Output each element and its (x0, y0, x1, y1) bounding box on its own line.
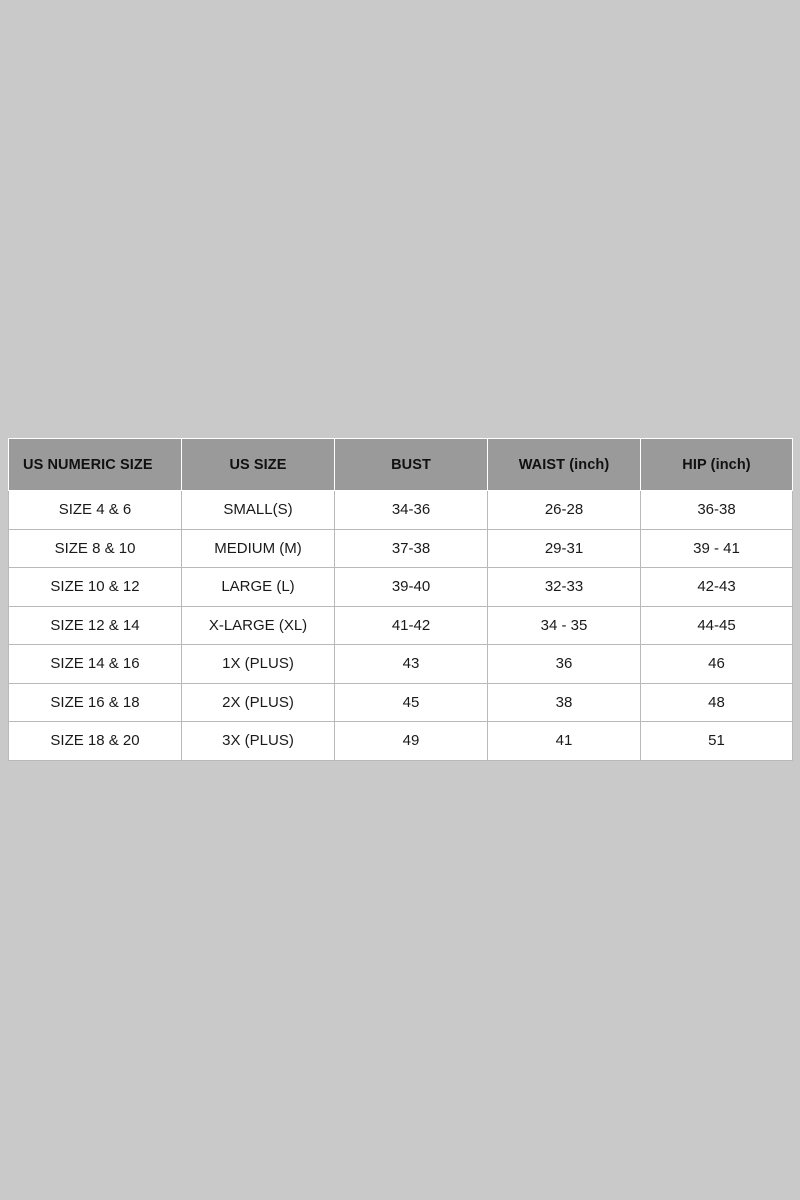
cell-bust: 49 (335, 722, 488, 761)
column-header-us-numeric-size: US NUMERIC SIZE (9, 439, 182, 491)
cell-hip: 48 (641, 683, 793, 722)
cell-waist: 32-33 (488, 568, 641, 607)
cell-us-numeric-size: SIZE 4 & 6 (9, 491, 182, 530)
table-row (9, 683, 793, 722)
cell-us-numeric-size: SIZE 10 & 12 (9, 568, 182, 607)
cell-hip: 39 - 41 (641, 529, 793, 568)
cell-us-size: SMALL(S) (182, 491, 335, 530)
cell-bust: 39-40 (335, 568, 488, 607)
cell-bust: 41-42 (335, 606, 488, 645)
table-row (9, 645, 793, 684)
cell-waist: 38 (488, 683, 641, 722)
table-row (9, 491, 793, 530)
table-header-row (9, 439, 793, 491)
column-header-hip: HIP (inch) (641, 439, 793, 491)
cell-hip: 44-45 (641, 606, 793, 645)
cell-bust: 34-36 (335, 491, 488, 530)
column-header-us-size: US SIZE (182, 439, 335, 491)
table-header (9, 439, 793, 491)
cell-us-size: X-LARGE (XL) (182, 606, 335, 645)
cell-hip: 51 (641, 722, 793, 761)
cell-bust: 45 (335, 683, 488, 722)
size-chart-container (8, 438, 792, 761)
cell-hip: 46 (641, 645, 793, 684)
table-row (9, 529, 793, 568)
cell-us-size: 2X (PLUS) (182, 683, 335, 722)
cell-waist: 26-28 (488, 491, 641, 530)
column-header-waist: WAIST (inch) (488, 439, 641, 491)
table-row (9, 606, 793, 645)
cell-waist: 34 - 35 (488, 606, 641, 645)
size-chart-table (8, 438, 793, 761)
cell-us-size: LARGE (L) (182, 568, 335, 607)
table-row (9, 722, 793, 761)
cell-bust: 43 (335, 645, 488, 684)
cell-us-numeric-size: SIZE 12 & 14 (9, 606, 182, 645)
column-header-bust: BUST (335, 439, 488, 491)
cell-us-size: MEDIUM (M) (182, 529, 335, 568)
cell-us-numeric-size: SIZE 14 & 16 (9, 645, 182, 684)
cell-bust: 37-38 (335, 529, 488, 568)
table-row (9, 568, 793, 607)
cell-hip: 42-43 (641, 568, 793, 607)
cell-waist: 29-31 (488, 529, 641, 568)
cell-waist: 41 (488, 722, 641, 761)
cell-hip: 36-38 (641, 491, 793, 530)
cell-us-size: 1X (PLUS) (182, 645, 335, 684)
cell-us-numeric-size: SIZE 18 & 20 (9, 722, 182, 761)
cell-us-numeric-size: SIZE 8 & 10 (9, 529, 182, 568)
table-body (9, 491, 793, 761)
cell-waist: 36 (488, 645, 641, 684)
cell-us-numeric-size: SIZE 16 & 18 (9, 683, 182, 722)
cell-us-size: 3X (PLUS) (182, 722, 335, 761)
